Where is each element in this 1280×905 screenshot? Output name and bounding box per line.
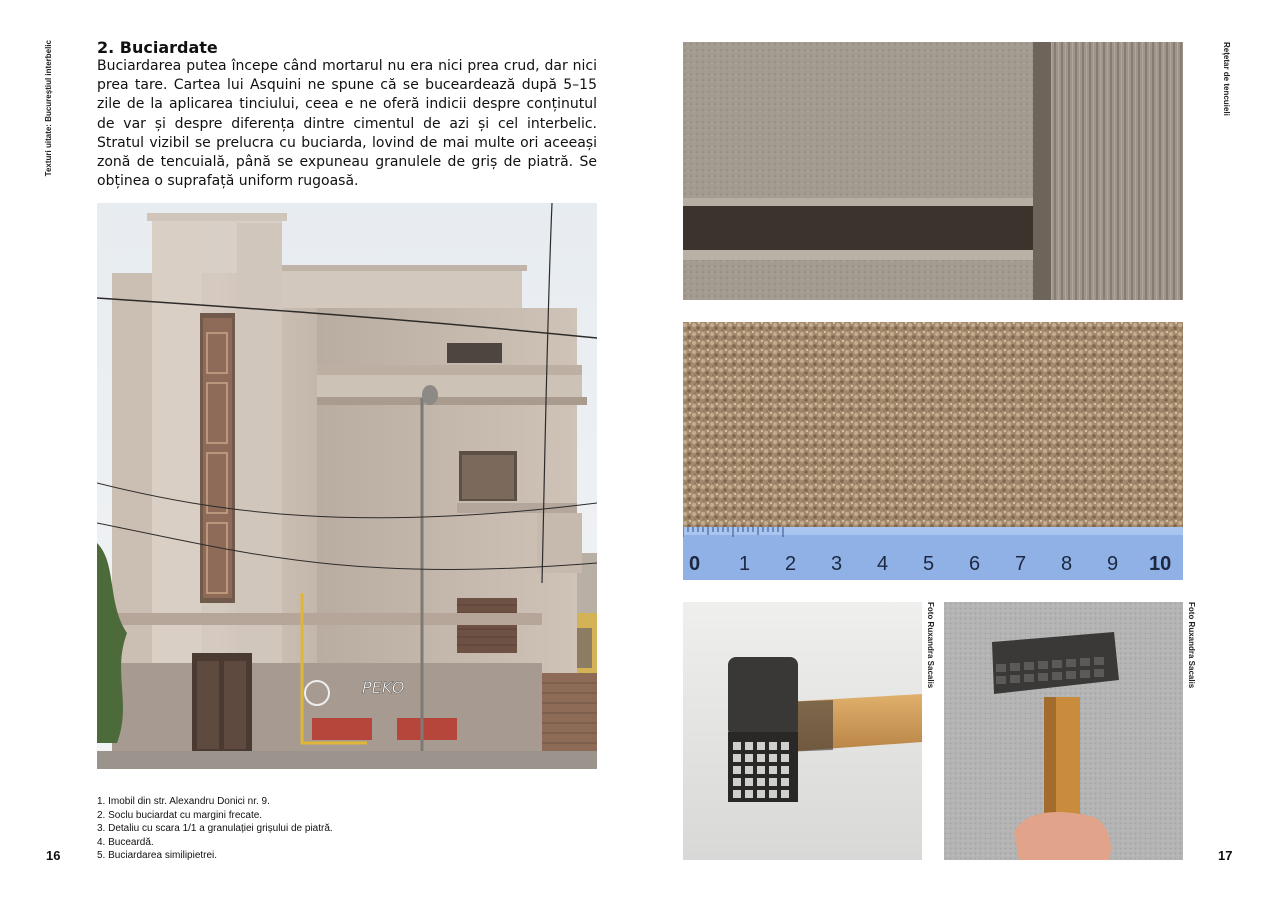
caption-2: 2. Soclu buciardat cu margini frecate.: [97, 809, 263, 821]
page-number-left: 16: [46, 848, 61, 863]
granular-texture-photo: [683, 322, 1183, 580]
photo-credit-1: Foto Ruxandra Sacalis: [926, 602, 935, 689]
body-text: Buciardarea putea începe când mortarul nu era nici prea crud, dar nici prea tare. Cartea lui Asquini ne spune că se buceardează după 5–15 zile de la aplicarea tinciului, ceea e ne oferă indicii despre conținutul de var și despre diferența dintre cimentul de azi și cel interbelic. Stratul vizibil se prelucra cu buciarda, lovind de mai multe ori aceeași zonă de tencuială, până se expuneau granulele de griș de piatră. Se obținea o suprafață uniform rugoasă.: [97, 58, 597, 190]
plinth-texture-photo: [683, 42, 1183, 300]
ruler-number-7: 7: [1015, 553, 1027, 575]
bush-hammering-photo: [944, 602, 1183, 860]
caption-5: 5. Buciardarea similipietrei.: [97, 850, 218, 861]
running-head-left: Texturi uitate: Bucureștiul interbelic: [44, 40, 53, 177]
caption-3: 3. Detaliu cu scara 1/1 a granulației grișului de piatră.: [97, 823, 333, 834]
ruler-number-0: 0: [689, 553, 701, 575]
ruler-number-2: 2: [785, 553, 797, 575]
ruler-number-8: 8: [1061, 553, 1073, 575]
building-photo: [97, 203, 597, 769]
bush-hammer-photo: [683, 602, 922, 860]
ruler-number-4: 4: [877, 553, 889, 575]
section-title: 2. Buciardate: [97, 38, 218, 57]
graffiti-text: PEKO: [362, 678, 405, 697]
ruler-number-10: 10: [1149, 553, 1172, 575]
caption-list: [97, 795, 333, 863]
ruler-number-6: 6: [969, 553, 981, 575]
ruler-number-9: 9: [1107, 553, 1119, 575]
caption-4: 4. Buceardă.: [97, 836, 154, 848]
page-number-right: 17: [1218, 848, 1233, 863]
caption-1: 1. Imobil din str. Alexandru Donici nr. 9.: [97, 796, 270, 807]
running-head-right: Reţetar de tencuieli: [1222, 42, 1231, 116]
ruler-number-1: 1: [739, 553, 751, 575]
ruler-number-3: 3: [831, 553, 843, 575]
photo-credit-2: Foto Ruxandra Sacalis: [1187, 602, 1196, 689]
ruler-number-5: 5: [923, 553, 935, 575]
